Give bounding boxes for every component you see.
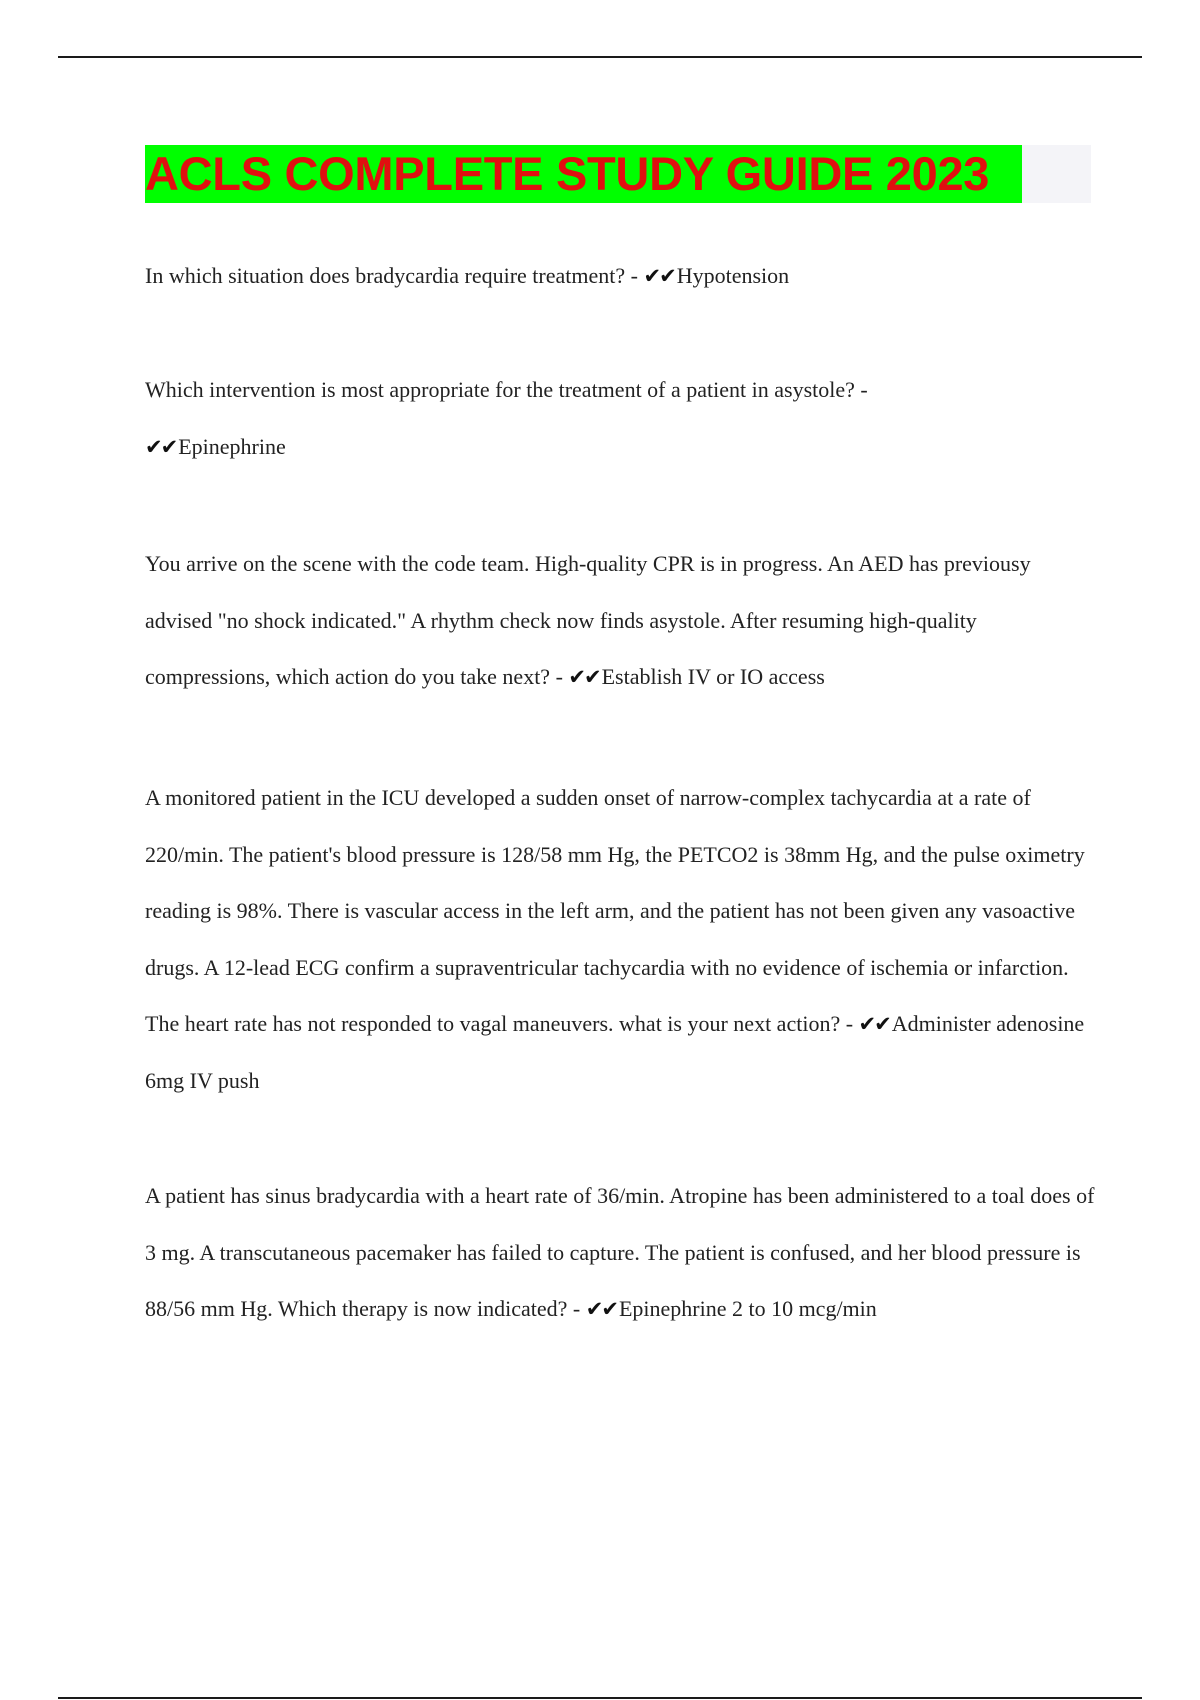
qa-item — [145, 536, 1095, 706]
double-check-icon: ✔✔ — [145, 434, 177, 459]
title-block — [145, 145, 1091, 203]
qa-item — [145, 1168, 1095, 1338]
bottom-rule — [58, 1697, 1142, 1699]
question-text: A patient has sinus bradycardia with a heart rate of 36/min. Atropine has been administered to a toal does of 3 mg. A transcutaneous pacemaker has failed to capture. The patient is confused, and her blood pressure is 88/56 mm Hg. Which therapy is now indicated? - — [145, 1183, 1095, 1321]
question-text: Which intervention is most appropriate for the treatment of a patient in asystole? - — [145, 377, 868, 402]
answer-text: Establish IV or IO access — [601, 664, 825, 689]
double-check-icon: ✔✔ — [643, 264, 675, 288]
document-title: ACLS COMPLETE STUDY GUIDE 2023 — [145, 145, 1022, 203]
qa-item — [145, 770, 1095, 1109]
double-check-icon: ✔✔ — [585, 1297, 617, 1321]
double-check-icon: ✔✔ — [858, 1012, 890, 1036]
qa-item — [145, 362, 1095, 475]
question-text: In which situation does bradycardia require treatment? - — [145, 263, 644, 288]
question-text: A monitored patient in the ICU developed a sudden onset of narrow-complex tachycardia at a rate of 220/min. The patient's blood pressure is 128/58 mm Hg, the PETCO2 is 38mm Hg, and the pulse oximetry reading is 98%. There is vascular access in the left arm, and the patient has not been given any vasoactive drugs. A 12-lead ECG confirm a supraventricular tachycardia with no evidence of ischemia or infarction. The heart rate has not responded to vagal maneuvers. what is your next action? - — [145, 785, 1085, 1036]
answer-text: Hypotension — [676, 263, 790, 288]
answer-text: Epinephrine 2 to 10 mcg/min — [618, 1296, 877, 1321]
question-text: You arrive on the scene with the code team. High-quality CPR is in progress. An AED has previousy advised "no shock indicated." A rhythm check now finds asystole. After resuming high-quality compressions, which action do you take next? - — [145, 551, 1031, 689]
double-check-icon: ✔✔ — [568, 665, 600, 689]
answer-text: Epinephrine — [178, 433, 286, 459]
answer-text: Administer adenosine 6mg IV push — [145, 1011, 1085, 1093]
qa-item — [145, 248, 1095, 305]
top-rule — [58, 56, 1142, 58]
